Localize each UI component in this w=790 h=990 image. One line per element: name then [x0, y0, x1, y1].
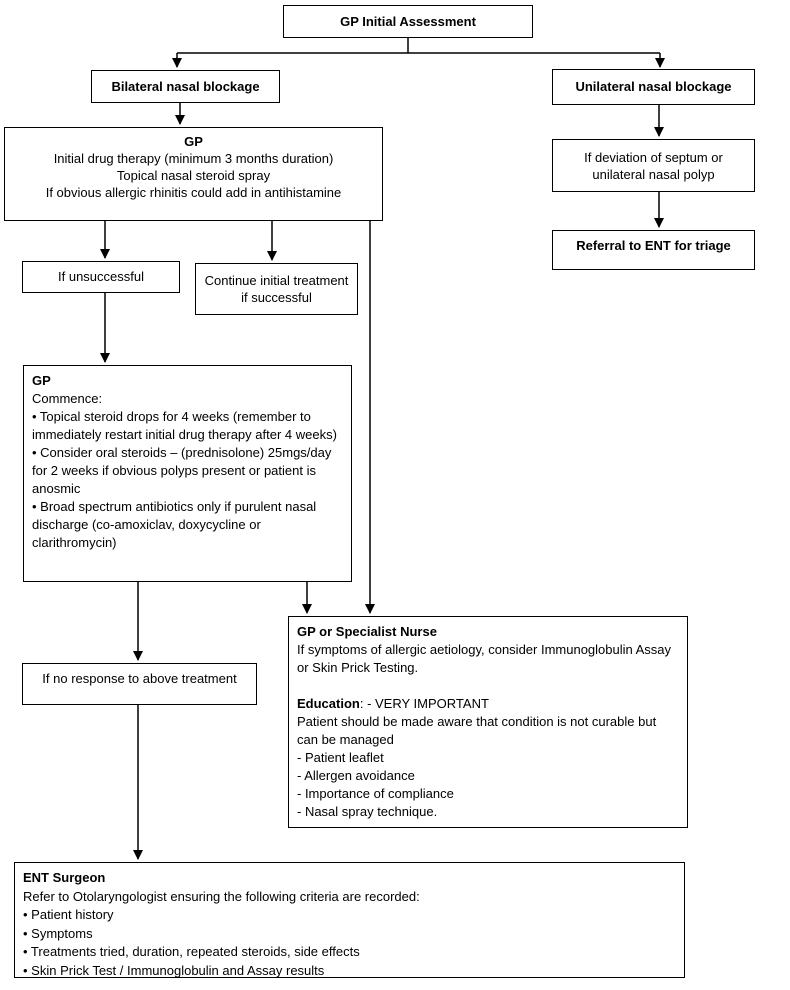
node-text: If unsuccessful	[58, 269, 144, 284]
node-title: Unilateral nasal blockage	[575, 79, 732, 94]
node-title: GP Initial Assessment	[340, 13, 476, 29]
spacer	[297, 677, 679, 695]
node-bullet: • Consider oral steroids – (prednisolone) 25mgs/day for 2 weeks if obvious polyps present or patient is anosmic	[32, 445, 332, 496]
node-bilateral-nasal-blockage	[91, 70, 280, 103]
node-title: ENT Surgeon	[23, 870, 106, 885]
node-text-line: Initial drug therapy (minimum 3 months duration)	[53, 151, 334, 166]
node-text-line: If obvious allergic rhinitis could add in antihistamine	[45, 185, 342, 200]
education-rest: : - VERY IMPORTANT	[359, 696, 489, 711]
node-title: GP or Specialist Nurse	[297, 624, 437, 639]
node-referral-to-ent	[552, 230, 755, 270]
node-intro: Refer to Otolaryngologist ensuring the following criteria are recorded:	[23, 888, 420, 904]
node-body: Patient should be made aware that condition is not curable but can be managed	[297, 714, 657, 747]
node-if-deviation-of-septum	[552, 139, 755, 192]
node-subtitle: Commence:	[32, 391, 103, 406]
node-list-item: - Patient leaflet	[297, 750, 384, 765]
node-text: If no response to above treatment	[42, 671, 237, 686]
node-text: If deviation of septum or unilateral nasal polyp	[584, 149, 723, 182]
node-title: GP	[184, 134, 203, 149]
node-bullet: • Broad spectrum antibiotics only if purulent nasal discharge (co-amoxiclav, doxycycline or clarithromycin)	[32, 499, 317, 550]
node-list-item: - Allergen avoidance	[297, 768, 415, 783]
node-title: Referral to ENT for triage	[576, 238, 731, 253]
node-text: Continue initial treatment if successful	[204, 273, 349, 305]
node-gp-initial-drug-therapy	[4, 127, 383, 221]
node-continue-initial-treatment	[195, 263, 358, 315]
node-bullet: • Treatments tried, duration, repeated steroids, side effects	[23, 944, 360, 959]
node-if-unsuccessful	[22, 261, 180, 293]
node-list-item: - Nasal spray technique.	[297, 804, 438, 819]
node-text-line: Topical nasal steroid spray	[116, 168, 271, 183]
node-unilateral-nasal-blockage	[552, 69, 755, 105]
node-gp-or-specialist-nurse	[288, 616, 688, 828]
education-label: Education	[297, 696, 360, 711]
node-list-item: - Importance of compliance	[297, 786, 454, 801]
node-title: GP	[32, 373, 51, 388]
node-bullet: • Topical steroid drops for 4 weeks (remember to immediately restart initial drug therapy after 4 weeks)	[32, 409, 337, 442]
node-education-line	[297, 695, 679, 713]
node-gp-initial-assessment	[283, 5, 533, 38]
node-title: Bilateral nasal blockage	[111, 78, 260, 94]
node-bullet: • Patient history	[23, 907, 114, 922]
node-intro: If symptoms of allergic aetiology, consider Immunoglobulin Assay or Skin Prick Testing.	[297, 642, 672, 675]
node-ent-surgeon	[14, 862, 685, 978]
node-gp-commence	[23, 365, 352, 582]
node-bullet: • Symptoms	[23, 925, 93, 941]
node-bullet: • Skin Prick Test / Immunoglobulin and Assay results	[23, 962, 325, 978]
node-if-no-response	[22, 663, 257, 705]
